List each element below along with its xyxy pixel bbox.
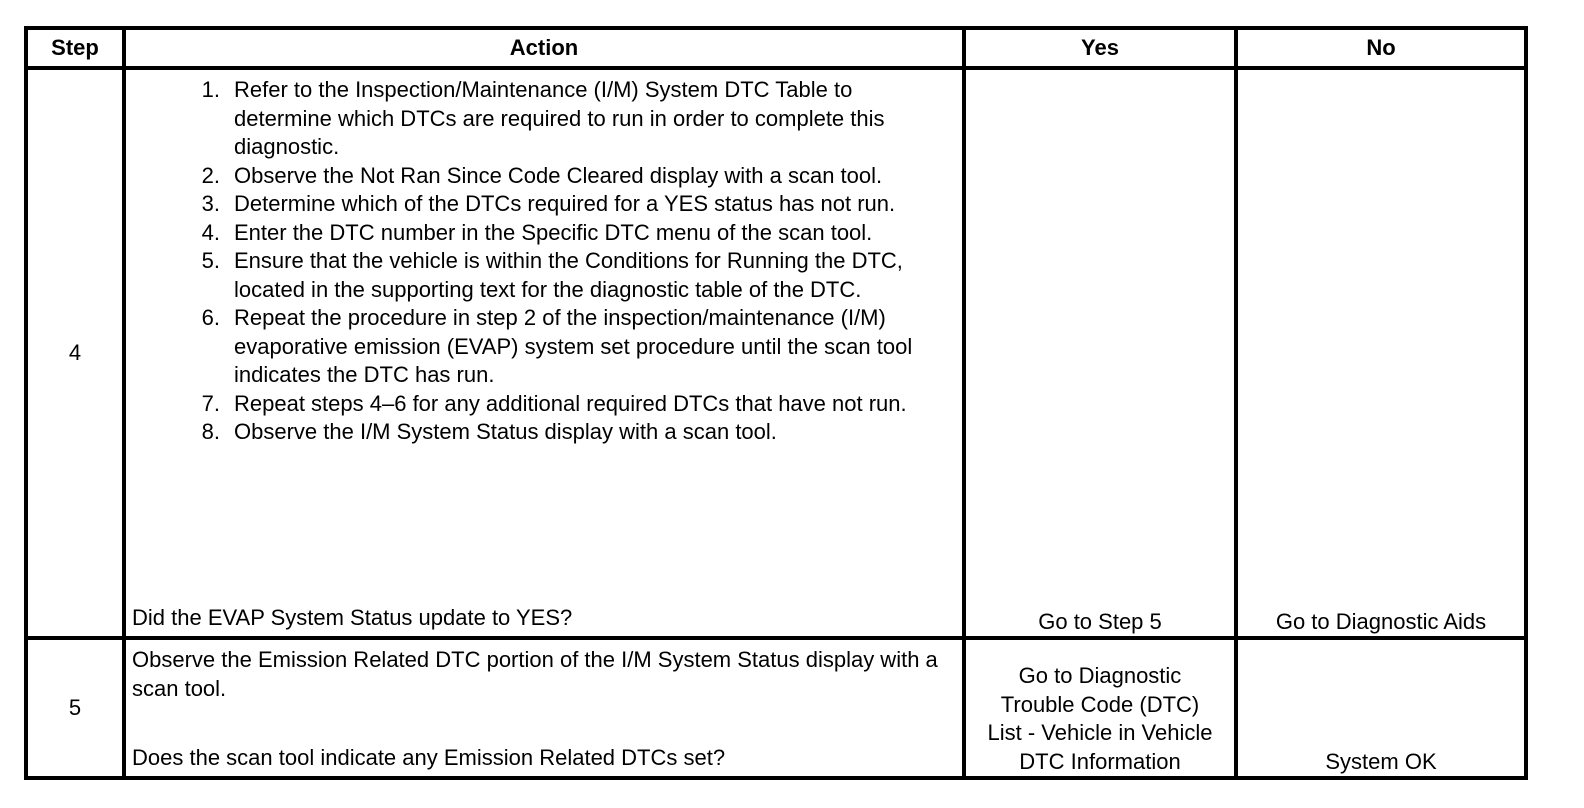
step-question: Did the EVAP System Status update to YES? bbox=[132, 604, 573, 630]
procedure-item bbox=[180, 304, 956, 390]
header-row bbox=[26, 28, 1526, 68]
yes-outcome: Go to Step 5 bbox=[964, 68, 1236, 638]
procedure-item-text: Enter the DTC number in the Specific DTC menu of the scan tool. bbox=[234, 219, 873, 245]
table-row bbox=[26, 638, 1526, 778]
action-cell bbox=[124, 68, 964, 638]
procedure-item-number: 2. bbox=[201, 162, 220, 188]
procedure-item-text: Observe the Not Ran Since Code Cleared display with a scan tool. bbox=[234, 162, 883, 188]
procedure-item bbox=[180, 190, 956, 219]
procedure-item-number: 8. bbox=[201, 419, 220, 444]
procedure-item-number: 5. bbox=[201, 248, 220, 273]
action-cell bbox=[124, 638, 964, 778]
procedure-item-text: Repeat steps 4–6 for any additional required DTCs that have not run. bbox=[234, 390, 907, 416]
header-step: Step bbox=[26, 28, 124, 68]
procedure-item bbox=[180, 76, 956, 162]
yes-outcome-line: List - Vehicle in Vehicle bbox=[987, 720, 1213, 745]
step-instruction: Observe the Emission Related DTC portion of the I/M System Status display with a scan tool. bbox=[132, 647, 938, 701]
step-number: 4 bbox=[26, 68, 124, 638]
procedure-item bbox=[180, 219, 956, 248]
yes-outcome bbox=[964, 638, 1236, 778]
header-no: No bbox=[1236, 28, 1526, 68]
header-action: Action bbox=[124, 28, 964, 68]
step-number: 5 bbox=[26, 638, 124, 778]
procedure-item bbox=[180, 418, 956, 447]
procedure-item bbox=[180, 390, 956, 419]
procedure-item-number: 4. bbox=[201, 219, 220, 245]
procedure-item-text: Repeat the procedure in step 2 of the inspection/maintenance (I/M) evaporative emission (EVAP) system set procedure until the scan tool indicates the DTC has run. bbox=[234, 305, 913, 387]
procedure-item-text: Observe the I/M System Status display with a scan tool. bbox=[234, 419, 777, 444]
yes-outcome-line: Trouble Code (DTC) bbox=[1000, 691, 1200, 717]
diagnostic-table bbox=[24, 26, 1528, 780]
yes-outcome-line: DTC Information bbox=[1019, 748, 1181, 774]
procedure-item-text: Determine which of the DTCs required for a YES status has not run. bbox=[234, 191, 896, 216]
procedure-item-text: Refer to the Inspection/Maintenance (I/M) System DTC Table to determine which DTCs are required to run in order to complete this diagnostic. bbox=[234, 77, 885, 159]
header-yes: Yes bbox=[964, 28, 1236, 68]
no-outcome: System OK bbox=[1236, 638, 1526, 778]
step-question: Does the scan tool indicate any Emission Related DTCs set? bbox=[132, 744, 726, 770]
procedure-item-number: 1. bbox=[201, 77, 220, 102]
no-outcome: Go to Diagnostic Aids bbox=[1236, 68, 1526, 638]
procedure-item-number: 3. bbox=[201, 191, 220, 216]
procedure-item bbox=[180, 162, 956, 191]
procedure-item-number: 7. bbox=[201, 390, 220, 416]
procedure-item-text: Ensure that the vehicle is within the Conditions for Running the DTC, located in the supporting text for the diagnostic table of the DTC. bbox=[234, 248, 903, 302]
procedure-item bbox=[180, 247, 956, 304]
yes-outcome-line: Go to Diagnostic bbox=[1018, 663, 1182, 688]
procedure-item-number: 6. bbox=[201, 305, 220, 330]
table-row bbox=[26, 68, 1526, 638]
procedure-list bbox=[132, 76, 956, 447]
